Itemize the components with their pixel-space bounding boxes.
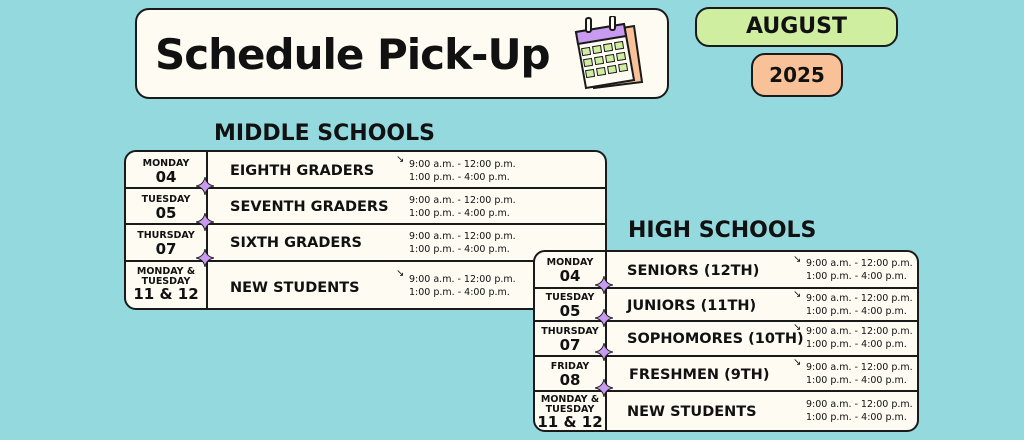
date-cell: MONDAY 04 (142, 158, 190, 186)
sparkle-icon (196, 213, 214, 231)
arrow-icon: ↘ (793, 289, 802, 300)
times: 9:00 a.m. - 12:00 p.m. 1:00 p.m. - 4:00 p.m. (806, 258, 913, 282)
grade-label: NEW STUDENTS (230, 280, 360, 296)
times: 9:00 a.m. - 12:00 p.m. 1:00 p.m. - 4:00 p.m. (409, 195, 516, 219)
grade-label: EIGHTH GRADERS (230, 163, 375, 179)
sparkle-icon (595, 379, 613, 397)
sparkle-icon (595, 343, 613, 361)
grade-label: FRESHMEN (9TH) (629, 367, 770, 383)
high-schools-table (533, 250, 919, 432)
table-row (535, 355, 917, 391)
date-cell: THURSDAY 07 (541, 326, 599, 354)
grade-label: JUNIORS (11TH) (627, 298, 757, 314)
grade-label: SIXTH GRADERS (230, 235, 362, 251)
table-row (535, 390, 917, 432)
date-cell: MONDAY & TUESDAY 11 & 12 (133, 266, 199, 303)
times: 9:00 a.m. - 12:00 p.m. 1:00 p.m. - 4:00 p.m. (806, 362, 913, 386)
date-cell: THURSDAY 07 (137, 230, 195, 258)
arrow-icon: ↘ (396, 154, 405, 165)
grade-label: SEVENTH GRADERS (230, 199, 389, 215)
table-row (535, 320, 917, 356)
table-row (535, 252, 917, 287)
times: 9:00 a.m. - 12:00 p.m. 1:00 p.m. - 4:00 p.m. (806, 399, 913, 423)
sparkle-icon (595, 276, 613, 294)
times: 9:00 a.m. - 12:00 p.m. 1:00 p.m. - 4:00 p.m. (806, 326, 913, 350)
arrow-icon: ↘ (396, 268, 405, 279)
date-cell: TUESDAY 05 (545, 292, 595, 320)
date-cell: MONDAY & TUESDAY 11 & 12 (537, 394, 603, 431)
times: 9:00 a.m. - 12:00 p.m. 1:00 p.m. - 4:00 p.m. (806, 293, 913, 317)
middle-schools-title: MIDDLE SCHOOLS (214, 121, 435, 146)
arrow-icon: ↘ (793, 357, 802, 368)
sparkle-icon (595, 309, 613, 327)
times: 9:00 a.m. - 12:00 p.m. 1:00 p.m. - 4:00 p.m. (409, 159, 516, 183)
year-badge: 2025 (751, 53, 843, 97)
grade-label: NEW STUDENTS (627, 404, 757, 420)
arrow-icon: ↘ (793, 322, 802, 333)
grade-label: SOPHOMORES (10TH) (627, 331, 804, 347)
calendar-icon (572, 16, 644, 92)
arrow-icon: ↘ (793, 254, 802, 265)
table-row (535, 287, 917, 321)
sparkle-icon (196, 249, 214, 267)
title-card (135, 8, 669, 99)
times: 9:00 a.m. - 12:00 p.m. 1:00 p.m. - 4:00 p.m. (409, 274, 516, 298)
month-badge: AUGUST (695, 7, 898, 47)
date-cell: FRIDAY 08 (550, 361, 590, 389)
times: 9:00 a.m. - 12:00 p.m. 1:00 p.m. - 4:00 p.m. (409, 231, 516, 255)
date-cell: MONDAY 04 (546, 257, 594, 285)
grade-label: SENIORS (12TH) (627, 263, 760, 279)
date-cell: TUESDAY 05 (141, 194, 191, 222)
high-schools-title: HIGH SCHOOLS (628, 218, 817, 243)
sparkle-icon (196, 177, 214, 195)
page-title: Schedule Pick-Up (155, 30, 550, 79)
